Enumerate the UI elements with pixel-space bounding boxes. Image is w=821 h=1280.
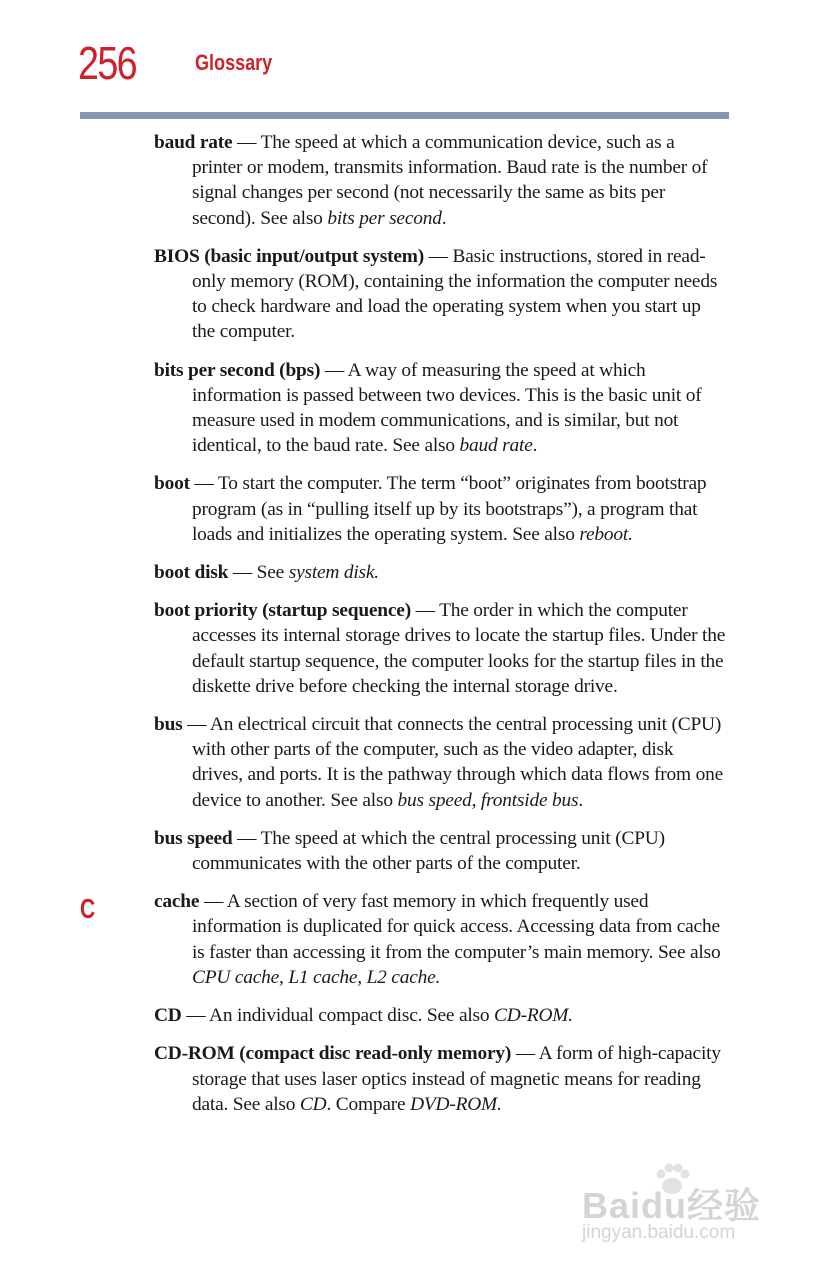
glossary-entries: [154, 130, 728, 1130]
letter-marker-c: C: [80, 893, 96, 924]
glossary-entry: [154, 826, 728, 876]
entry-reference: bits per second: [327, 207, 442, 229]
glossary-entry: [154, 471, 728, 547]
entry-term: BIOS (basic input/output system): [154, 245, 424, 267]
entry-definition: . Compare: [326, 1093, 411, 1115]
watermark-url: jingyan.baidu.com: [582, 1222, 736, 1243]
glossary-entry: [154, 130, 728, 231]
entry-term: boot disk: [154, 562, 229, 584]
entry-definition: — The speed at which a communication device, such as a printer or modem, transmits information. Baud rate is the number of signal changes per second (not necessarily the same as bits per second). See also: [192, 132, 708, 229]
entry-reference: frontside bus: [480, 789, 579, 811]
entry-definition: — The speed at which the central processing unit (CPU) communicates with the other parts of the computer.: [192, 827, 665, 875]
entry-definition: .: [441, 207, 447, 229]
entry-definition: .: [532, 435, 538, 457]
entry-term: cache: [154, 891, 200, 913]
glossary-entry: [154, 244, 728, 345]
entry-definition: — Basic instructions, stored in read-only memory (ROM), containing the information the computer needs to check hardware and load the operating system when you start up the computer.: [192, 245, 718, 343]
entry-definition: — The order in which the computer accesses its internal storage drives to locate the startup files. Under the default startup sequence, the computer looks for the startup files in the diskette drive before checking the internal storage drive.: [192, 600, 726, 697]
entry-reference: baud rate: [459, 435, 533, 457]
entry-reference: reboot.: [579, 523, 633, 545]
entry-definition: — See: [228, 562, 289, 584]
entry-term: baud rate: [154, 132, 233, 153]
section-title: Glossary: [195, 50, 273, 75]
glossary-entry: [154, 712, 728, 813]
entry-definition: .: [578, 789, 583, 811]
entry-term: bus: [154, 714, 183, 736]
entry-reference: CD-ROM.: [494, 1005, 573, 1027]
glossary-entry: [154, 1041, 728, 1117]
header-rule: [80, 112, 729, 119]
entry-definition: — A way of measuring the speed at which information is passed between two devices. This is the basic unit of measure used in modem communications, and is similar, but not identical, to the baud rate. See also: [192, 359, 702, 457]
glossary-entry: [154, 560, 728, 585]
glossary-entry: [154, 1003, 728, 1028]
glossary-entry: [154, 889, 728, 990]
entry-term: CD: [154, 1005, 182, 1027]
watermark-logo: Baidu经验: [582, 1185, 762, 1226]
entry-term: bus speed: [154, 827, 233, 849]
watermark: [582, 1160, 782, 1255]
entry-term: CD-ROM (compact disc read-only memory): [154, 1043, 512, 1065]
glossary-entry: [154, 358, 728, 459]
entry-term: boot priority (startup sequence): [154, 600, 411, 622]
entry-definition: — A section of very fast memory in which frequently used information is duplicated for quick access. Accessing data from cache is faster than accessing it from the computer’s main memory. See also: [192, 891, 721, 963]
page-number: 256: [78, 37, 137, 89]
entry-definition: — To start the computer. The term “boot” originates from bootstrap program (as in “pulling itself up by its bootstraps”), a program that loads and initializes the operating system. See also: [189, 473, 707, 545]
entry-definition: ,: [471, 789, 481, 811]
entry-definition: — An individual compact disc. See also: [181, 1005, 495, 1027]
entry-reference: CD: [299, 1093, 327, 1115]
entry-reference: system disk.: [288, 562, 379, 584]
entry-definition: — A form of high-capacity storage that uses laser optics instead of magnetic means for reading data. See also: [192, 1043, 721, 1115]
entry-term: boot: [154, 473, 190, 495]
entry-reference: DVD-ROM.: [410, 1093, 502, 1115]
entry-reference: bus speed: [397, 789, 472, 811]
entry-reference: CPU cache, L1 cache, L2 cache.: [192, 966, 441, 988]
entry-term: bits per second (bps): [154, 359, 321, 381]
glossary-entry: [154, 598, 728, 699]
entry-definition: — An electrical circuit that connects the central processing unit (CPU) with other parts of the computer, such as the video adapter, disk drives, and ports. It is the pathway through which data flows from one device to another. See also: [182, 714, 723, 811]
